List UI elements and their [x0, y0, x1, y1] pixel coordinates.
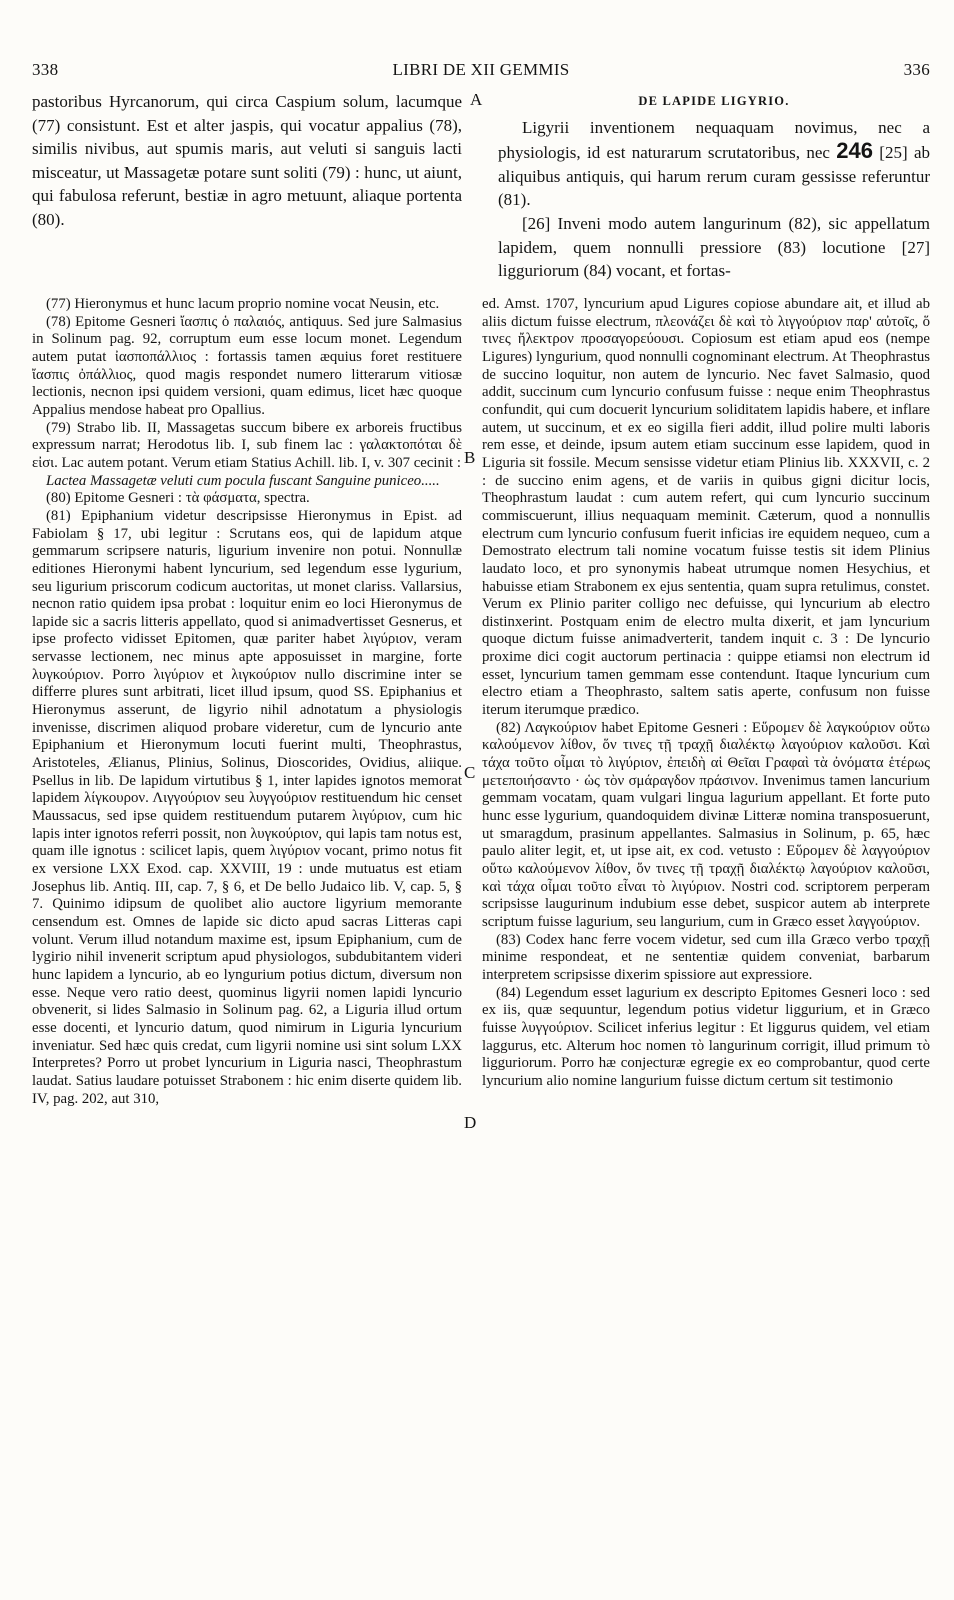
footnote-81-continued: ed. Amst. 1707, lyncurium apud Ligures copiose abundare ait, et illud ab aliis dictum fuisse electrum, πλεονάζει δὲ καὶ τὸ λιγγούριον παρ' αὐτοῖς, ὅ τινες ἤλεκτρον προσαγορεύουσι. Copiosum est etiam apud eos (nempe Ligures) lyngurium, quod nonnulli cognominant electrum. At Theophrastus de succino loquitur, non autem de lyncurio. Nec favet Salmasio, quod addit, succinum cum lyncurio confusum fuisse : neque enim Theophrastus confundit, qui cum docuerit lyncurium soliditatem lapidis habere, et inflare autem, ut succinum, et ex eo sigilla fieri addit, illud polire multi laboris rem esse, et deinde, ipsum autem etiam succinum esse lapidem, quod in Liguria sit fossile. Mecum sensisse videtur etiam Plinius lib. XXXVII, c. 2 : de succino enim agens, et de variis in quibus gigni dicitur locis, Theophrastum laudat : cum autem refert, qui cum lyncurio succinum commiscuerunt, illius nequaquam meminit. Cæterum, quod a nonnullis electrum cum lyncurio confusum fuerit inficias ire equidem nequeo, cum a Demostrato electrum tali nomine vocatum fuisse testis sit idem Plinius laudato loco, et pro synonymis habeat utrumque nomen Hesychius, et habuisse etiam Strabonem ex ejus sententia, quam supra retulimus, constet. Verum ex Plinio pariter colligo nec defuisse, qui lyncurium ab electro distinxerint. Postquam enim de electro multa dixerit, et jam lyncurium quoque dictum fuisse animadverterit, tandem inquit c. 3 : De lyncurio proxime dici cogit auctorum pertinacia : quippe etiamsi non electrum id esset, lyncurium tamen gemmam esse contendunt. Itaque lyncurium cum electro etiam a Theophrasto, saltem satis aperte, confusum non fuisse iterum iterumque prædico.	[482, 296, 930, 719]
footnotes-left-column	[32, 296, 462, 1108]
page-number-right: 336	[903, 60, 930, 79]
footnote-81: (81) Epiphanium videtur descripsisse Hieronymus in Epist. ad Fabiolam § 17, ubi legitur : Scrutans eos, qui de lapidum atque gemmarum scripsere naturis, ligurium invenire non potui. Nonnullæ editiones Hieronymi habent lyncurium, sed legendum esse lygurium, seu ligurium priscorum codicum auctoritas, ut monet clariss. Vallarsius, necnon ratio quidem ipsa probat : loquitur enim eo loci Hieronymus de lapide sic a sacris litteris appellato, quod si animadvertisset Gesnerus, et ipse profecto vidisset Epitomen, quæ pariter habet λιγύριον, veram servasse lectionem, nec minus apte apposuisset in margine, forte λυγκούριον. Porro λιγύριον et λιγκούριον nullo discrimine inter se differre plures sunt arbitrati, licet illud ipsum, quod SS. Epiphanius et Hieronymus asserunt, de ligyrio nihil adnotatum a physiologis invenisse, discrimen aliquod probare videretur, cum de lyncurio ante Epiphanium et Hieronymum locuti fuerint multi, Theophrastus, Aristoteles, Ælianus, Plinius, Solinus, Dioscorides, Ovidius, aliique. Psellus in lib. De lapidum virtutibus § 1, inter lapides ignotos memorat lapidem λίγκουρον. Λιγγούριον seu λυγγούριον restituendum hic censet Maussacus, sed ipse quidem restituendum putarem λιγύριον, cum hic lapis inter ignotos referri possit, non λυγκούριον, qui lapis tam notus est, quam ille ignotus : scilicet lapis, quem λιγύριον vocant, primo notus fit ex versione LXX Exod. cap. XXVIII, 19 : unde mutuatus est etiam Josephus lib. Antiq. III, cap. 7, § 6, et De bello Judaico lib. V, cap. 5, § 7. Quinimo idipsum de quolibet alio auctore ligyrium memorante censendum est. Omnes de lapide sic dicto apud sacras Litteras capi volunt. Verum illud notandum maxime est, ipsum Epiphanium, cum de lygirio nihil invenerit scriptum apud physiologos, subdubitantem videri hunc lapidem a lyncurio, ab eo lyngurium potius dictum, diversum non esse. Neque vero ratio deest, quominus ligyrii nomen lapidi lyncurio obvenerit, si lides Salmasio in Solinum pag. 62, a Liguria illud ortum esse docenti, et lyncurio datum, quod nimirum in Liguria lyncurium inveniatur. Sed hæc quis credat, cum ligyrii nomine usi sint solum LXX Interpretes? Porro ut probet lyncurium in Liguria nasci, Theophrastum laudat. Satius laudare potuisset Strabonem : hic enim diserte quidem lib. IV, pag. 202, aut 310,	[32, 507, 462, 1107]
main-text-span: [25] ab aliquibus antiquis, qui harum rerum curam gessisse referuntur (81).	[498, 143, 930, 210]
page-number-left: 338	[32, 60, 59, 79]
footnote-82: (82) Λαγκούριον habet Epitome Gesneri : Εὕρομεν δὲ λαγκούριον οὕτω καλούμενον λίθον, ὅν τινες τῇ τραχῇ διαλέκτῳ λαγούριον καλοῦσι. Καὶ τάχα τοῦτο οἶμαι τὸ λιγύριον, ἐπειδὴ αἱ Θεῖαι Γραφαὶ τὰ ὀνόματα ἑτέρως μετεποιήσαντο · ὡς τὸν σμάραγδον πράσινον. Invenimus tamen lancurium gemmam vocatam, quam vulgari lingua lagurium appellant. Et forte puto hunc esse lygurium, quandoquidem divinæ Litteræ nomina transposuerunt, ut smaragdum, prasinum appellantes. Salmasius in Solinum, p. 65, hæc paulo aliter legit, et, ut ipse ait, ex cod. vetusto : Εὕρομεν δὲ λαγγούριον οὕτω καλούμενον λίθον, ὅν τινες τῇ τραχῇ διαλέκτῳ λαγούριον καλοῦσι, καὶ τάχα οἶμαι τοῦτο εἶναι τὸ λιγύριον. Nostri cod. scriptorem perperam scripsisse laugurinum indubium esse debet, suspicor autem ab interprete scriptum fuisse lagurium, seu langurium, cum in Græco esset λαγγούριον.	[482, 719, 930, 930]
margin-marker-a: A	[470, 90, 483, 109]
margin-marker-b: B	[464, 448, 476, 467]
margin-column-number: 246	[836, 138, 873, 164]
running-header	[32, 60, 930, 84]
margin-marker-c: C	[464, 763, 476, 782]
margin-marker-d: D	[464, 1113, 477, 1132]
footnote-83: (83) Codex hanc ferre vocem videtur, sed cum illa Græco verbo τραχῇ minime respondeat, et ne sententiæ quidem conveniat, barbarum interpretem scripsisse dixerim spissiore aut expressiore.	[482, 931, 930, 983]
section-heading: DE LAPIDE LIGYRIO.	[638, 94, 790, 108]
main-text-right-column	[498, 90, 930, 283]
main-text-paragraph: [26] Inveni modo autem langurinum (82), sic appellatum lapidem, quem nonnulli pressiore (83) locutione [27] ligguriorum (84) vocant, et fortas-	[498, 213, 930, 281]
main-text-left-column	[32, 90, 462, 232]
footnotes-right-column	[482, 296, 930, 1091]
footnote-79: (79) Strabo lib. II, Massagetas succum bibere ex arboreis fructibus expressum narrat; Herodotus lib. I, sub finem lac : γαλακτοπόται δὲ εἰσι. Lac autem potant. Verum etiam Statius Achill. lib. I, v. 307 cecinit :	[32, 419, 462, 471]
running-title: LIBRI DE XII GEMMIS	[392, 60, 570, 79]
footnote-78: (78) Epitome Gesneri ἴασπις ὁ παλαιός, antiquus. Sed jure Salmasius in Solinum pag. 92, corruptum eum esse locum monet. Legendum autem putat ἰασποπάλλιος : fortassis tamen æquius foret restituere ἴασπις ὀπάλλιος, quod magis respondet numero litterarum vitiosæ lectionis, necnon ipsi quidem versioni, quam edimus, licet hæc quoque Appalius mendose habeat pro Opallius.	[32, 313, 462, 418]
footnote-79-verse: Lactea Massagetæ veluti cum pocula fuscant Sanguine puniceo.....	[46, 472, 440, 489]
footnote-80: (80) Epitome Gesneri : τὰ φάσματα, spectra.	[46, 490, 310, 507]
main-text-paragraph: pastoribus Hyrcanorum, qui circa Caspium solum, lacumque (77) consistunt. Est et alter jaspis, qui vocatur appalius (78), similis nivibus, aut spumis maris, aut veluti si sanguis lacti misceatur, ut Massagetæ potare sunt soliti (79) : hunc, ut aiunt, qui fabulosa referunt, bestiæ in agro metuunt, aliaque portenta (80).	[32, 92, 462, 229]
main-text-paragraph	[498, 116, 930, 212]
main-text-span: Ligyrii inventionem nequaquam novimus, nec a physiologis, id est naturarum scrutatoribus, nec	[498, 117, 930, 163]
footnote-84: (84) Legendum esset lagurium ex descripto Epitomes Gesneri loco : sed ex iis, quæ sequuntur, legendum potius videtur liggurium, et in Græco fuisse λυγγούριον. Scilicet inferius legitur : Et liggurus quidem, vel etiam laggurus, etc. Alterum hoc nomen τὸ langurinum corrigit, illud primum τὸ ligguriorum. Porro hæ conjecturæ egregie ex eo comprobantur, quod certe lyncurium alio nomine langurium fuisse dictum certum sit testimonio	[482, 984, 930, 1089]
footnote-77: (77) Hieronymus et hunc lacum proprio nomine vocat Neusin, etc.	[46, 296, 440, 312]
